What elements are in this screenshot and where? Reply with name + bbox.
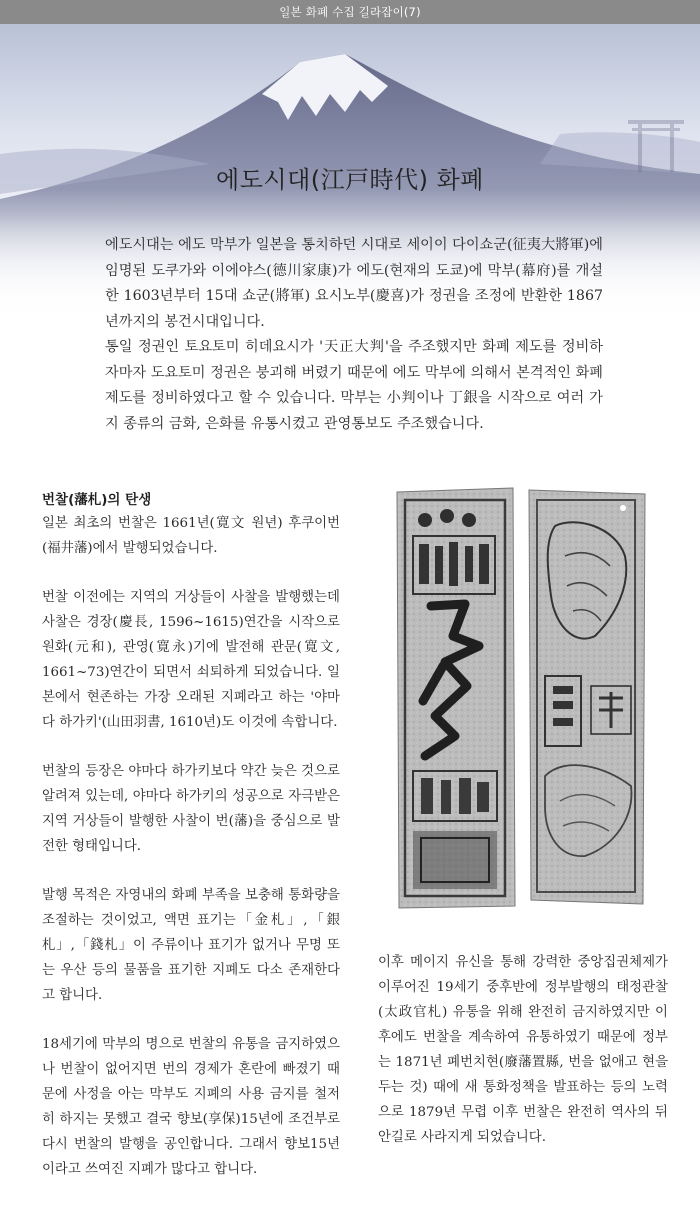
intro-section xyxy=(105,233,603,437)
intro-paragraph: 에도시대는 에도 막부가 일본을 통치하던 시대로 세이이 다이쇼군(征夷大將軍)에 임명된 도쿠가와 이에야스(德川家康)가 에도(현재의 도쿄)에 막부(幕府)를 개설한 1603년부터 15대 쇼군(將軍) 요시노부(慶喜)가 정권을 조정에 반환한 1867년까지의 봉건시대입니다. xyxy=(105,237,603,330)
header-bar xyxy=(0,0,700,24)
section-title: 번찰(藩札)의 탄생 xyxy=(42,492,152,508)
hansatsu-banknote-image xyxy=(395,486,650,910)
body-paragraph: 일본 최초의 번찰은 1661년(寛文 원년) 후쿠이번(福井藩)에서 발행되었습니다. xyxy=(42,516,340,556)
page-title: 에도시대(江戸時代) 화폐 xyxy=(216,166,484,194)
body-paragraph: 번찰 이전에는 지역의 거상들이 사찰을 발행했는데 사찰은 경장(慶長, 1596~1615)연간을 시작으로 원화(元和), 관영(寛永)기에 발전해 관문(寛文, 1661~73)연간이 되면서 쇠퇴하게 되었습니다. 일본에서 현존하는 가장 오래된 지폐라고 하는 '야마다 하가키'(山田羽書, 1610년)도 이것에 속합니다. xyxy=(42,590,340,730)
note-front xyxy=(397,488,515,908)
body-paragraph: 발행 목적은 자영내의 화폐 부족을 보충해 통화량을 조절하는 것이었고, 액면 표기는「金札」,「銀札」,「錢札」이 주류이나 표기가 없거나 무명 또는 우산 등의 물품을 표기한 지폐도 다소 존재한다고 합니다. xyxy=(42,888,340,1003)
body-paragraph: 번찰의 등장은 야마다 하가키보다 약간 늦은 것으로 알려져 있는데, 야마다 하가키의 성공으로 자극받은 지역 거상들이 발행한 사찰이 번(藩)을 중심으로 발전한 형태입니다. xyxy=(42,764,340,854)
header-title: 일본 화폐 수집 길라잡이(7) xyxy=(279,5,421,19)
intro-paragraph: 통일 정권인 토요토미 히데요시가 '天正大判'을 주조했지만 화폐 제도를 정비하자마자 도요토미 정권은 붕괴해 버렸기 때문에 에도 막부에 의해서 본격적인 화폐 제도를 정비하였다고 할 수 있습니다. 막부는 小判이나 丁銀을 시작으로 여러 가지 종류의 금화, 은화를 유통시켰고 관영통보도 주조했습니다. xyxy=(105,339,603,432)
right-column xyxy=(378,950,668,1174)
body-paragraph: 18세기에 막부의 명으로 번찰의 유통을 금지하였으나 번찰이 없어지면 번의 경제가 혼란에 빠졌기 때문에 사정을 아는 막부도 지폐의 사용 금지를 철저히 하지는 못했고 결국 향보(享保)15년에 조건부로 다시 번찰의 발행을 공인합니다. 그래서 향보15년이라고 쓰여진 지폐가 많다고 합니다. xyxy=(42,1037,340,1177)
note-back xyxy=(529,490,645,904)
left-column xyxy=(42,488,340,1206)
body-paragraph: 이후 메이지 유신을 통해 강력한 중앙집권체제가 이루어진 19세기 중후반에 정부발행의 태정관찰(太政官札) 유통을 위해 완전히 금지하였지만 이후에도 번찰을 계속하여 유통하였기 때문에 정부는 1871년 폐번치현(廢藩置縣, 번을 없애고 현을 두는 것) 때에 새 통화정책을 발표하는 등의 노력으로 1879년 무렵 이후 번찰은 완전히 역사의 뒤안길로 사라지게 되었습니다. xyxy=(378,955,668,1145)
hansatsu-photo xyxy=(395,486,650,910)
